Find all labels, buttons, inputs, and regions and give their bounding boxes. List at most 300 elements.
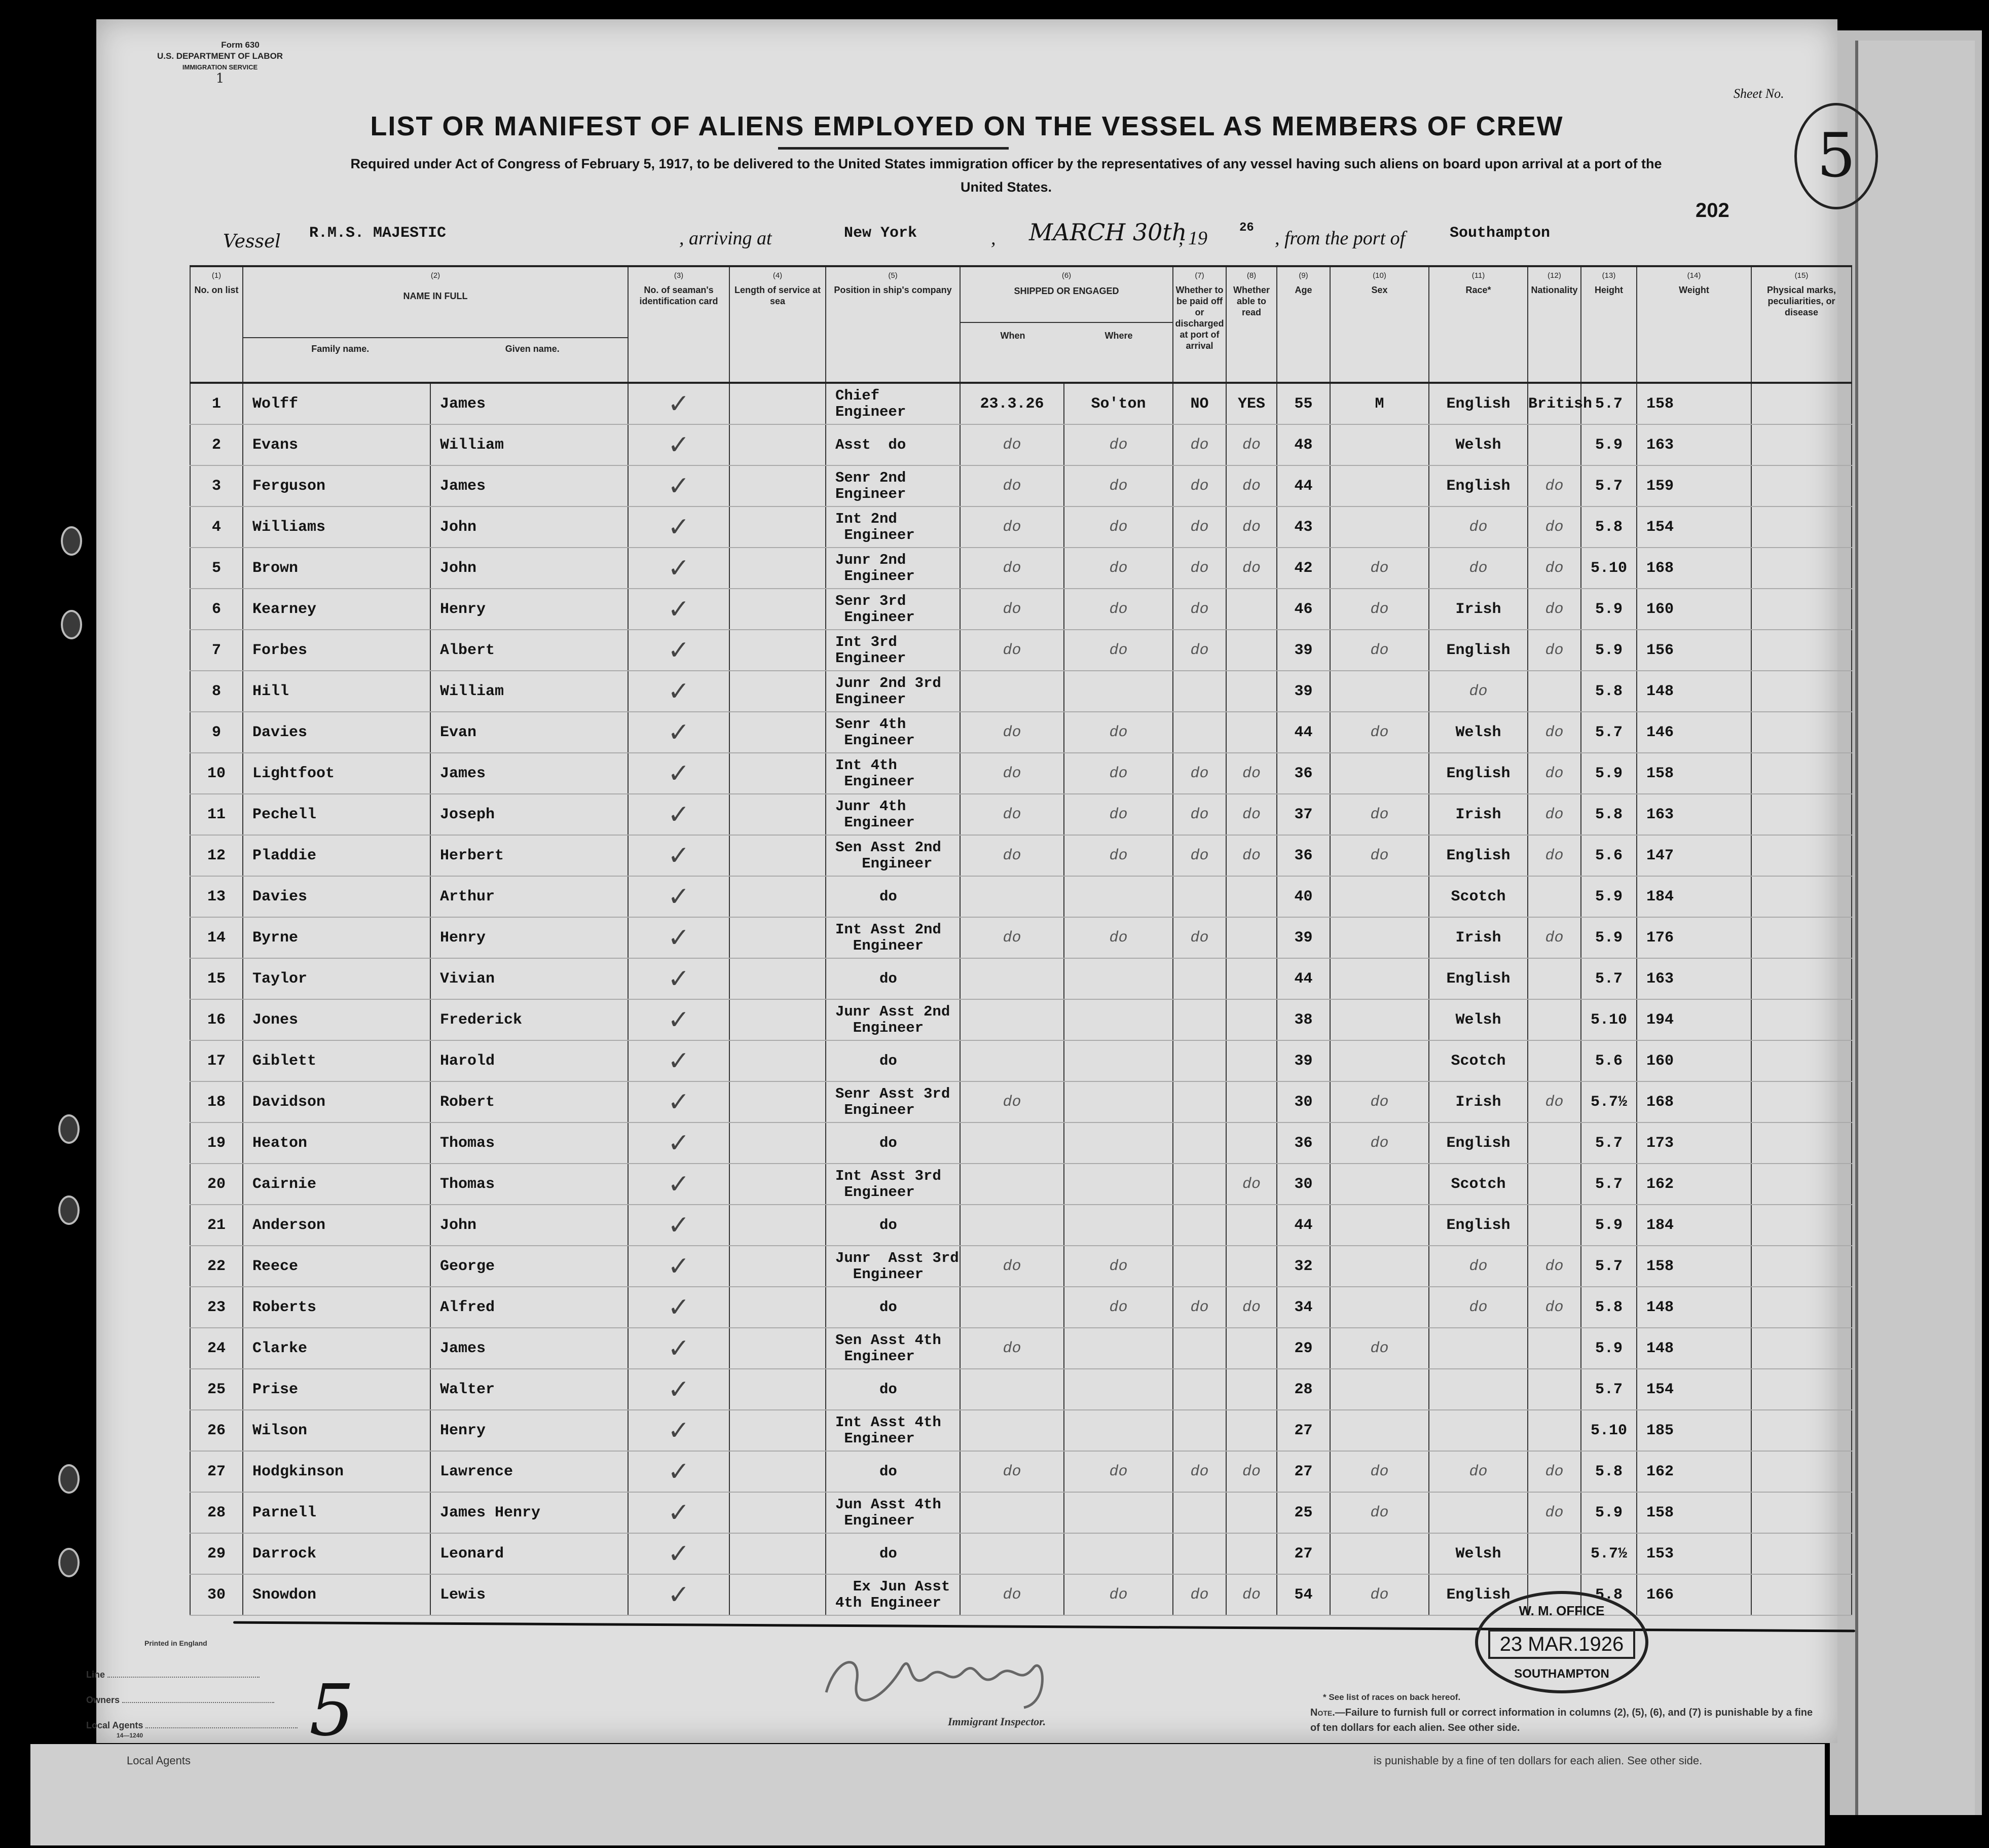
length-of-service — [729, 1246, 826, 1287]
nationality — [1528, 958, 1581, 999]
length-of-service — [729, 465, 826, 506]
length-of-service — [729, 1328, 826, 1369]
length-of-service — [729, 753, 826, 794]
row-number: 4 — [190, 506, 243, 548]
position: do — [826, 958, 960, 999]
sex — [1330, 1205, 1429, 1246]
able-to-read — [1226, 1328, 1277, 1369]
race — [1429, 1410, 1528, 1451]
able-to-read — [1226, 1122, 1277, 1164]
row-number: 25 — [190, 1369, 243, 1410]
weight: 184 — [1637, 1205, 1751, 1246]
weight: 184 — [1637, 876, 1751, 917]
position: do — [826, 1205, 960, 1246]
height: 5.10 — [1581, 548, 1637, 589]
seaman-card-check — [628, 1492, 729, 1533]
seaman-card-check — [628, 630, 729, 671]
check-mark-icon: ✓ — [668, 1004, 690, 1035]
table-row — [190, 1287, 1852, 1328]
binder-hole — [58, 1464, 80, 1494]
length-of-service — [729, 1492, 826, 1533]
given-name: Alfred — [430, 1287, 628, 1328]
paid-off: do — [1173, 835, 1226, 876]
height: 5.7 — [1581, 712, 1637, 753]
able-to-read — [1226, 876, 1277, 917]
physical-marks — [1751, 630, 1852, 671]
length-of-service — [729, 712, 826, 753]
row-number: 27 — [190, 1451, 243, 1492]
sex — [1330, 1164, 1429, 1205]
paid-off — [1173, 999, 1226, 1040]
shipped-when — [960, 671, 1064, 712]
given-name: James — [430, 753, 628, 794]
shipped-where — [1064, 876, 1173, 917]
given-name: Walter — [430, 1369, 628, 1410]
physical-marks — [1751, 589, 1852, 630]
race: English — [1429, 1205, 1528, 1246]
weight: 148 — [1637, 1328, 1751, 1369]
given-name: James — [430, 1328, 628, 1369]
check-mark-icon: ✓ — [668, 717, 690, 748]
table-row — [190, 548, 1852, 589]
weight: 176 — [1637, 917, 1751, 958]
race: Welsh — [1429, 424, 1528, 465]
sex: M — [1330, 383, 1429, 424]
given-name: Henry — [430, 1410, 628, 1451]
seaman-card-check — [628, 465, 729, 506]
seaman-card-check — [628, 548, 729, 589]
check-mark-icon: ✓ — [668, 429, 690, 460]
given-name: Albert — [430, 630, 628, 671]
sex: do — [1330, 712, 1429, 753]
given-name: Joseph — [430, 794, 628, 835]
row-number: 7 — [190, 630, 243, 671]
family-name: Cairnie — [243, 1164, 430, 1205]
family-name: Prise — [243, 1369, 430, 1410]
given-name: John — [430, 1205, 628, 1246]
given-name: Henry — [430, 917, 628, 958]
weight: 159 — [1637, 465, 1751, 506]
row-number: 1 — [190, 383, 243, 424]
nationality: do — [1528, 753, 1581, 794]
shipped-when — [960, 1533, 1064, 1574]
length-of-service — [729, 999, 826, 1040]
length-of-service — [729, 548, 826, 589]
paid-off — [1173, 876, 1226, 917]
check-mark-icon: ✓ — [668, 553, 690, 584]
nationality — [1528, 1328, 1581, 1369]
shipped-when: do — [960, 506, 1064, 548]
row-number: 15 — [190, 958, 243, 999]
height: 5.10 — [1581, 999, 1637, 1040]
nationality: British — [1528, 383, 1581, 424]
year-prefix: , 19 — [1178, 228, 1207, 249]
length-of-service — [729, 1410, 826, 1451]
form-number: Form 630 — [221, 40, 260, 50]
table-row — [190, 383, 1852, 424]
race: Scotch — [1429, 876, 1528, 917]
able-to-read: YES — [1226, 383, 1277, 424]
shipped-when — [960, 999, 1064, 1040]
race: English — [1429, 1574, 1528, 1615]
department-label: U.S. DEPARTMENT OF LABOR — [157, 51, 283, 61]
col-no-header: (1) No. on list — [190, 266, 243, 383]
able-to-read — [1226, 1246, 1277, 1287]
row-number: 23 — [190, 1287, 243, 1328]
paid-off — [1173, 1369, 1226, 1410]
height: 5.9 — [1581, 589, 1637, 630]
physical-marks — [1751, 1328, 1852, 1369]
nationality: do — [1528, 630, 1581, 671]
weight: 160 — [1637, 1040, 1751, 1081]
nationality — [1528, 1533, 1581, 1574]
paid-off — [1173, 1040, 1226, 1081]
row-number: 9 — [190, 712, 243, 753]
row-number: 24 — [190, 1328, 243, 1369]
col-marks-header: (15) Physical marks, peculiarities, or disease — [1751, 266, 1852, 383]
length-of-service — [729, 1081, 826, 1122]
sex — [1330, 1246, 1429, 1287]
given-name: Evan — [430, 712, 628, 753]
given-name: John — [430, 548, 628, 589]
height: 5.6 — [1581, 1040, 1637, 1081]
family-name: Parnell — [243, 1492, 430, 1533]
physical-marks — [1751, 876, 1852, 917]
weight: 148 — [1637, 1287, 1751, 1328]
height: 5.7 — [1581, 1164, 1637, 1205]
family-name: Hodgkinson — [243, 1451, 430, 1492]
row-number: 5 — [190, 548, 243, 589]
seaman-card-check — [628, 1328, 729, 1369]
position: Chief Engineer — [826, 383, 960, 424]
shipped-where: do — [1064, 712, 1173, 753]
length-of-service — [729, 1040, 826, 1081]
nationality — [1528, 1040, 1581, 1081]
given-name: William — [430, 671, 628, 712]
table-row — [190, 630, 1852, 671]
position: do — [826, 1287, 960, 1328]
shipped-where: do — [1064, 548, 1173, 589]
physical-marks — [1751, 1492, 1852, 1533]
check-mark-icon: ✓ — [668, 676, 690, 707]
position: Ex Jun Asst 4th Engineer — [826, 1574, 960, 1615]
able-to-read: do — [1226, 1164, 1277, 1205]
table-row — [190, 958, 1852, 999]
race: Scotch — [1429, 1040, 1528, 1081]
position: Int Asst 4th Engineer — [826, 1410, 960, 1451]
height: 5.9 — [1581, 917, 1637, 958]
paid-off — [1173, 1533, 1226, 1574]
paid-off: do — [1173, 548, 1226, 589]
check-mark-icon: ✓ — [668, 1456, 690, 1487]
paid-off — [1173, 1328, 1226, 1369]
vessel-name: R.M.S. MAJESTIC — [309, 225, 447, 242]
length-of-service — [729, 630, 826, 671]
table-row — [190, 1040, 1852, 1081]
position: Int 3rd Engineer — [826, 630, 960, 671]
position: do — [826, 1533, 960, 1574]
shipped-when: 23.3.26 — [960, 383, 1064, 424]
weight: 158 — [1637, 383, 1751, 424]
able-to-read: do — [1226, 1574, 1277, 1615]
given-name: Arthur — [430, 876, 628, 917]
length-of-service — [729, 1451, 826, 1492]
age: 25 — [1277, 1492, 1330, 1533]
nationality — [1528, 999, 1581, 1040]
age: 46 — [1277, 589, 1330, 630]
nationality: do — [1528, 835, 1581, 876]
nationality: do — [1528, 465, 1581, 506]
shipped-when: do — [960, 753, 1064, 794]
binder-hole — [58, 1195, 80, 1225]
able-to-read: do — [1226, 1287, 1277, 1328]
handwritten-five: 5 — [309, 1670, 355, 1752]
row-number: 17 — [190, 1040, 243, 1081]
length-of-service — [729, 1122, 826, 1164]
table-row — [190, 1410, 1852, 1451]
col-race-header: (11) Race* — [1429, 266, 1528, 383]
shipped-when: do — [960, 589, 1064, 630]
race: English — [1429, 630, 1528, 671]
height: 5.8 — [1581, 1451, 1637, 1492]
shipped-where: do — [1064, 794, 1173, 835]
crew-manifest-table — [190, 265, 1852, 1616]
physical-marks — [1751, 1369, 1852, 1410]
shipped-when: do — [960, 1246, 1064, 1287]
form-header — [157, 40, 283, 84]
sex: do — [1330, 794, 1429, 835]
family-name: Hill — [243, 671, 430, 712]
check-mark-icon: ✓ — [668, 1497, 690, 1528]
col-age-header: (9) Age — [1277, 266, 1330, 383]
weight: 146 — [1637, 712, 1751, 753]
position: Int Asst 3rd Engineer — [826, 1164, 960, 1205]
race: English — [1429, 753, 1528, 794]
manifest-subtitle: Required under Act of Congress of February 5, 1917, to be delivered to the United States immigration officer by the representatives of any vessel having such aliens on board upon arrival at a port of the United States. — [350, 156, 1662, 195]
position: Junr Asst 2nd Engineer — [826, 999, 960, 1040]
form-mark: 1 — [215, 71, 225, 86]
nationality: do — [1528, 589, 1581, 630]
shipped-where — [1064, 1164, 1173, 1205]
given-name: Frederick — [430, 999, 628, 1040]
local-agents-label: Local Agents — [86, 1720, 298, 1731]
family-name: Wilson — [243, 1410, 430, 1451]
nationality — [1528, 1205, 1581, 1246]
race: Irish — [1429, 589, 1528, 630]
able-to-read: do — [1226, 424, 1277, 465]
shipped-where — [1064, 1081, 1173, 1122]
physical-marks — [1751, 1574, 1852, 1615]
weight: 163 — [1637, 794, 1751, 835]
check-mark-icon: ✓ — [668, 1374, 690, 1405]
seaman-card-check — [628, 999, 729, 1040]
physical-marks — [1751, 999, 1852, 1040]
title-underline — [778, 147, 1009, 150]
shipped-where — [1064, 1410, 1173, 1451]
paid-off — [1173, 1492, 1226, 1533]
paid-off: do — [1173, 753, 1226, 794]
length-of-service — [729, 1369, 826, 1410]
weight: 147 — [1637, 835, 1751, 876]
row-number: 21 — [190, 1205, 243, 1246]
age: 44 — [1277, 465, 1330, 506]
seaman-card-check — [628, 1369, 729, 1410]
length-of-service — [729, 794, 826, 835]
paid-off — [1173, 1164, 1226, 1205]
paid-off — [1173, 1410, 1226, 1451]
crew-rows — [190, 383, 1852, 1615]
shipped-where: So'ton — [1064, 383, 1173, 424]
physical-marks — [1751, 1040, 1852, 1081]
physical-marks — [1751, 958, 1852, 999]
position: Junr Asst 3rd Engineer — [826, 1246, 960, 1287]
height: 5.7½ — [1581, 1533, 1637, 1574]
handwritten-sheet-number: 5 — [1794, 103, 1878, 209]
shipped-where: do — [1064, 630, 1173, 671]
shipped-where: do — [1064, 589, 1173, 630]
race: do — [1429, 1451, 1528, 1492]
family-name: Heaton — [243, 1122, 430, 1164]
race: do — [1429, 671, 1528, 712]
able-to-read — [1226, 1040, 1277, 1081]
check-mark-icon: ✓ — [668, 1579, 690, 1610]
sex: do — [1330, 1122, 1429, 1164]
row-number: 11 — [190, 794, 243, 835]
paid-off: do — [1173, 917, 1226, 958]
check-mark-icon: ✓ — [668, 512, 690, 542]
physical-marks — [1751, 1410, 1852, 1451]
position: Sen Asst 4th Engineer — [826, 1328, 960, 1369]
family-name: Byrne — [243, 917, 430, 958]
seaman-card-check — [628, 876, 729, 917]
paid-off — [1173, 712, 1226, 753]
height: 5.9 — [1581, 1205, 1637, 1246]
age: 30 — [1277, 1081, 1330, 1122]
printed-in-england: Printed in England — [144, 1639, 207, 1647]
shipped-when — [960, 958, 1064, 999]
shipped-where — [1064, 1533, 1173, 1574]
failure-note: Note.—Failure to furnish full or correct information in columns (2), (5), (6), and (7) is punishable by a fine of ten dollars for each alien. See other side. — [1310, 1707, 1813, 1733]
seaman-card-check — [628, 1533, 729, 1574]
height: 5.7 — [1581, 465, 1637, 506]
table-row — [190, 465, 1852, 506]
shipped-when: do — [960, 1451, 1064, 1492]
family-name: Brown — [243, 548, 430, 589]
paid-off: do — [1173, 465, 1226, 506]
table-row — [190, 1164, 1852, 1205]
height: 5.9 — [1581, 1492, 1637, 1533]
age: 36 — [1277, 753, 1330, 794]
physical-marks — [1751, 1122, 1852, 1164]
length-of-service — [729, 506, 826, 548]
sex — [1330, 506, 1429, 548]
physical-marks — [1751, 1451, 1852, 1492]
stamp-bottom: SOUTHAMPTON — [1514, 1667, 1609, 1681]
family-name: Pladdie — [243, 835, 430, 876]
family-name: Davies — [243, 876, 430, 917]
able-to-read — [1226, 1410, 1277, 1451]
height: 5.9 — [1581, 630, 1637, 671]
sheet-no-label: Sheet No. — [1734, 86, 1784, 101]
shipped-where — [1064, 1492, 1173, 1533]
position: Int 4th Engineer — [826, 753, 960, 794]
seaman-card-check — [628, 1574, 729, 1615]
shipped-where: do — [1064, 753, 1173, 794]
underlying-page-strip — [30, 1744, 1825, 1845]
age: 44 — [1277, 712, 1330, 753]
seaman-card-check — [628, 835, 729, 876]
shipped-when: do — [960, 712, 1064, 753]
inspector-label: Immigrant Inspector. — [948, 1715, 1046, 1728]
table-row — [190, 1451, 1852, 1492]
position: Senr 4th Engineer — [826, 712, 960, 753]
check-mark-icon: ✓ — [668, 881, 690, 912]
sex — [1330, 876, 1429, 917]
height: 5.9 — [1581, 424, 1637, 465]
seaman-card-check — [628, 1081, 729, 1122]
family-name: Ferguson — [243, 465, 430, 506]
physical-marks — [1751, 548, 1852, 589]
physical-marks — [1751, 506, 1852, 548]
check-mark-icon: ✓ — [668, 1210, 690, 1241]
nationality: do — [1528, 1492, 1581, 1533]
position: Senr 2nd Engineer — [826, 465, 960, 506]
shipped-where: do — [1064, 1287, 1173, 1328]
physical-marks — [1751, 1081, 1852, 1122]
shipped-when: do — [960, 1081, 1064, 1122]
check-mark-icon: ✓ — [668, 1169, 690, 1200]
sex: do — [1330, 548, 1429, 589]
paid-off — [1173, 1205, 1226, 1246]
sex: do — [1330, 630, 1429, 671]
race — [1429, 1369, 1528, 1410]
position: Int Asst 2nd Engineer — [826, 917, 960, 958]
seaman-card-check — [628, 1451, 729, 1492]
able-to-read — [1226, 917, 1277, 958]
sex — [1330, 958, 1429, 999]
arrival-date: MARCH 30th — [1029, 219, 1187, 246]
weight: 158 — [1637, 1492, 1751, 1533]
height: 5.7 — [1581, 1122, 1637, 1164]
given-name: Thomas — [430, 1122, 628, 1164]
col-shipped-header: (6) SHIPPED OR ENGAGED When Where — [960, 266, 1173, 383]
height: 5.9 — [1581, 1328, 1637, 1369]
col-read-header: (8) Whether able to read — [1226, 266, 1277, 383]
age: 54 — [1277, 1574, 1330, 1615]
race: Irish — [1429, 794, 1528, 835]
age: 44 — [1277, 1205, 1330, 1246]
shipped-where — [1064, 1328, 1173, 1369]
sex: do — [1330, 589, 1429, 630]
check-mark-icon: ✓ — [668, 635, 690, 666]
position: Senr 3rd Engineer — [826, 589, 960, 630]
height: 5.10 — [1581, 1410, 1637, 1451]
shipped-when: do — [960, 548, 1064, 589]
vessel-label: Vessel — [223, 231, 281, 252]
age: 39 — [1277, 630, 1330, 671]
nationality: do — [1528, 1246, 1581, 1287]
sex: do — [1330, 1451, 1429, 1492]
sex: do — [1330, 1328, 1429, 1369]
able-to-read: do — [1226, 465, 1277, 506]
shipped-where — [1064, 999, 1173, 1040]
age: 27 — [1277, 1410, 1330, 1451]
row-number: 20 — [190, 1164, 243, 1205]
check-mark-icon: ✓ — [668, 922, 690, 953]
seaman-card-check — [628, 753, 729, 794]
sex — [1330, 1040, 1429, 1081]
row-number: 6 — [190, 589, 243, 630]
